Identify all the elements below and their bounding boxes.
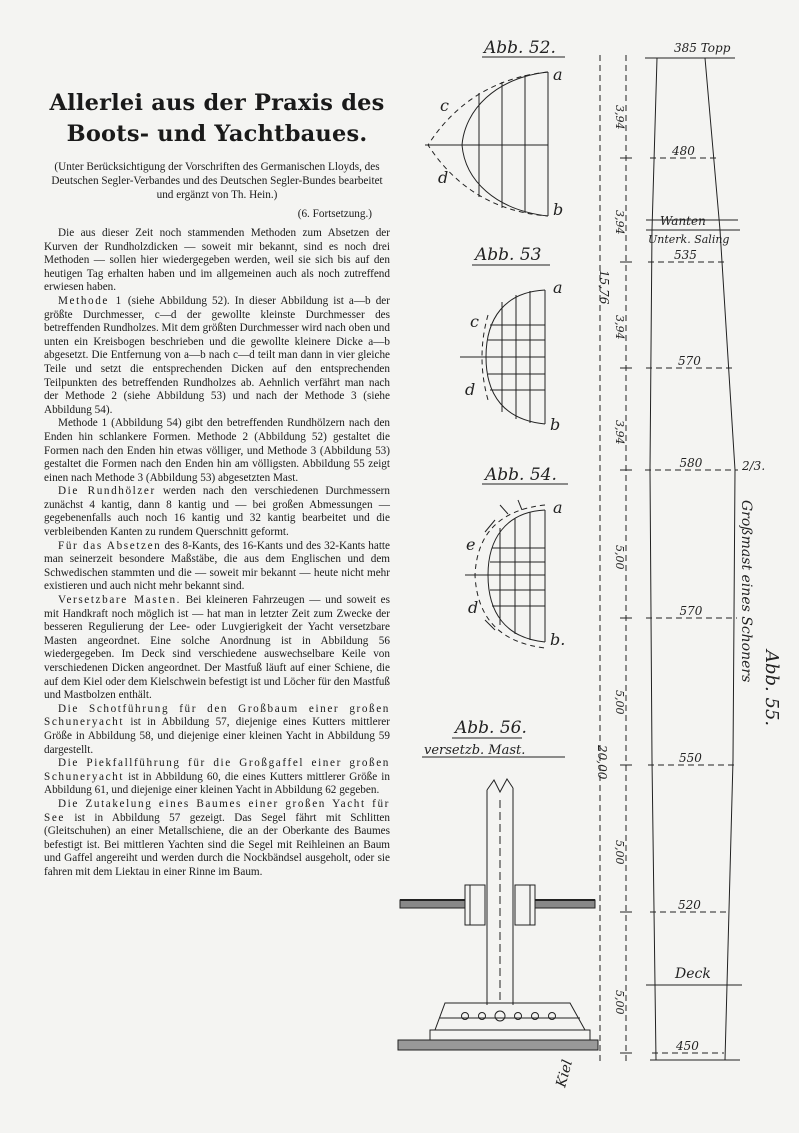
abb56-deck-right (535, 900, 595, 908)
abb55-total-lower: 20,00 (595, 745, 609, 780)
paragraph-1: Die aus dieser Zeit noch stammenden Methoden zum Absetzen der Kurven der Rundholzdicken — soweit mir bekannt, sind es noch drei Methoden — sollen hier wiedergegeben werden, weil sie sich bis auf den heutigen Tag erhalten haben und im allgemeinen auch als noch zutreffend erwiesen haben. (44, 227, 390, 294)
figure-abb-56 (398, 718, 598, 1090)
title-line-1: Allerlei aus der Praxis des (49, 90, 385, 116)
abb53-caption: Abb. 53 (475, 245, 542, 265)
paragraph-9: Die Zutakelung eines Baumes einer großen Yacht für See ist in Abbildung 57 gezeigt. Das Segel fährt mit Schlitten (Gleitschuhen) an einer Metallschiene, die an der Oberkante des Baumes befestigt ist. Bei mittleren Yachten sind die Segel mit Reihleinen an Baum und Gaffel angereiht und werden durch die Nockbändsel ausgeholt, oder sie fahren mit dem Liektau in einer Rinne im Baum. (44, 797, 390, 878)
abb55-caption: Abb. 55. (761, 650, 782, 727)
installment-note: (6. Fortsetzung.) (297, 208, 372, 220)
paragraph-7: Die Schotführung für den Großbaum einer großen Schuneryacht ist in Abbildung 57, diejenige eines Kutters mittlerer Größe in Abbildung 58, und diejenige einer kleinen Yacht in Abbildung 59 dargestellt. (44, 702, 390, 756)
paragraph-3: Methode 1 (Abbildung 54) gibt den betreffenden Rundhölzern nach den Enden hin schlankere Formen. Methode 2 (Abbildung 52) gestaltet die Formen nach den Enden hin etwas völliger, und Methode 3 (Abbildung 53) gestaltet die Formen nach den Enden hin am völligsten. Abbildung 55 zeigt einen nach Methode 3 (Abbildung 53) abgesetzten Mast. (44, 417, 390, 484)
abb54-label-d: d (468, 598, 479, 617)
abb53-label-b: b (550, 415, 561, 434)
abb55-stations (613, 105, 738, 1053)
abb54-outline (488, 510, 545, 642)
abb55-diameter-label: 570 (679, 604, 703, 618)
abb56-hole-bolt (495, 1011, 505, 1021)
abb56-wedge-left (465, 885, 485, 925)
abb55-diameter-label: 550 (679, 751, 702, 765)
figure-abb-55 (595, 41, 782, 1065)
abb54-arc-dashed (475, 505, 545, 648)
abb55-diameter-label: 480 (672, 144, 695, 158)
figure-abb-52 (425, 38, 565, 219)
abb52-outline (462, 72, 548, 216)
abb55-wanten-label: Wanten (660, 214, 706, 228)
abb55-upper-dim: 3,94 (613, 315, 626, 340)
paragraph-2: Methode 1 (siehe Abbildung 52). In dieser Abbildung ist a—b der größte Durchmesser, c—d der gewollte kleinste Durchmesser des betreffenden Rundholzes. Mit dem größten Durchmesser wird nach oben und unten ein Kreisbogen beschrieben und die gewollte kleinere Dicke a—b abgesetzt. Die Entfernung von a—b nach c—d teilt man dann in vier gleiche Teile und setzt die entsprechenden Dicken auf den entsprechenden Teilpunkten des betreffenden Rundholzes ab. Aehnlich verfährt man nach der Methode 2 (siehe Abbildung 53) und nach der Methode 3 (siehe Abbildung 54). (44, 294, 390, 416)
abb55-lower-dim: 5,00 (613, 990, 626, 1015)
abb55-diameter-label: 580 (679, 456, 703, 470)
abb52-label-d: d (438, 168, 449, 187)
abb56-deck-left (400, 900, 465, 908)
abb55-mast-left-outline (650, 58, 657, 1060)
paragraph-5: Für das Absetzen des 8-Kants, des 16-Kants und des 32-Kants hatte man seinerzeit besondere Maßstäbe, die aus dem Englischen und dem Schwedischen stammten und die — soweit mir bekannt — heute nicht mehr existieren und auch nicht mehr bekannt sind. (44, 539, 391, 593)
abb54-label-b: b. (550, 630, 566, 649)
paragraph-4: Die Rundhölzer werden nach den verschiedenen Durchmessern zunächst 4 kantig, dann 8 kantig und — bei großen Abmessungen — gegebenenfalls auch noch 16 kantig und 32 kantig bearbeitet und die verbleibenden Kanten zu rundem Querschnitt geformt. (44, 485, 391, 539)
abb52-label-c: c (440, 96, 449, 115)
abb55-upper-dim: 3,94 (613, 210, 626, 235)
abb55-saling-label: Unterk. Saling (648, 233, 730, 246)
abb56-rail-body (435, 1003, 585, 1030)
title-line-2: Boots- und Yachtbaues. (66, 121, 368, 147)
abb56-caption: Abb. 56. (455, 718, 527, 738)
abb53-label-d: d (465, 380, 476, 399)
abb55-diameter-label: 535 (674, 248, 697, 262)
abb54-label-e: e (466, 535, 476, 554)
abb54-tick-2 (500, 505, 508, 514)
abb55-upper-dim: 3,94 (613, 420, 626, 445)
figure-abb-54 (465, 465, 568, 649)
abb55-lower-dim: 5,00 (613, 545, 626, 570)
abb55-ratio-label: 2/3. (742, 459, 766, 473)
abb56-subcaption: versetzb. Mast. (424, 743, 526, 758)
figure-abb-53 (460, 245, 563, 434)
abb55-upper-dim: 3,94 (613, 105, 626, 130)
abb56-keel-block (430, 1030, 590, 1040)
abb53-label-c: c (470, 312, 479, 331)
abb56-wedge-right (515, 885, 535, 925)
paragraph-6: Versetzbare Masten. Bei kleineren Fahrzeugen — und soweit es mit Handkraft noch möglich ist — hat man in letzter Zeit zum Zwecke der besseren Regulierung der Lee- oder Luvgierigkeit der Yacht versetzbare Masten angeordnet. Eine solche Anordnung ist in Abbildung 56 wiedergegeben. Im Deck sind verschiedene auswechselbare Keile von verschiedenen Dicken angeordnet. Der Mastfuß läuft auf einer Schiene, die auf dem Kiel oder dem Kielschwein befestigt ist und Löcher für den Mastfuß und Mastbolzen enthält. (44, 594, 390, 702)
abb54-tick-3 (518, 500, 522, 510)
abb55-lower-dim: 5,00 (613, 690, 626, 715)
abb55-lower-dim: 5,00 (613, 840, 626, 865)
abb55-diameter-label: 450 (676, 1039, 699, 1053)
abb52-caption: Abb. 52. (484, 38, 556, 58)
abb56-mast-break (487, 779, 513, 792)
abb54-label-a: a (553, 498, 563, 517)
paragraph-8: Die Piekfallführung für die Großgaffel einer großen Schuneryacht ist in Abbildung 60, die eines Kutters mittlerer Größe in Abbildung 61, und diejenige einer kleinen Yacht in Abbildung 62 gegeben. (44, 757, 390, 797)
abb52-label-b: b (553, 200, 564, 219)
abb53-label-a: a (553, 278, 563, 297)
abb55-mast-right-outline (705, 58, 735, 1060)
abb55-deck-label: Deck (675, 966, 711, 982)
abb55-total-upper: 15,76 (597, 270, 611, 305)
abb52-arc-dashed (428, 72, 548, 216)
article-subtitle: (Unter Berücksichtigung der Vorschriften des Germanischen Lloyds, des Deutschen Segler-Verbandes und des Deutschen Segler-Bundes bearbeitet und ergänzt von Th. Hein.) (51, 161, 383, 201)
abb55-diameter-label: 520 (678, 898, 701, 912)
abb56-side-label: Kiel (553, 1058, 577, 1090)
abb55-subcaption: Großmast eines Schoners (738, 500, 754, 683)
abb52-label-a: a (553, 65, 563, 84)
abb56-keel (398, 1040, 598, 1050)
abb55-top-label: 385 Topp (674, 41, 731, 55)
abb55-diameter-label: 570 (678, 354, 701, 368)
abb54-caption: Abb. 54. (485, 465, 557, 485)
